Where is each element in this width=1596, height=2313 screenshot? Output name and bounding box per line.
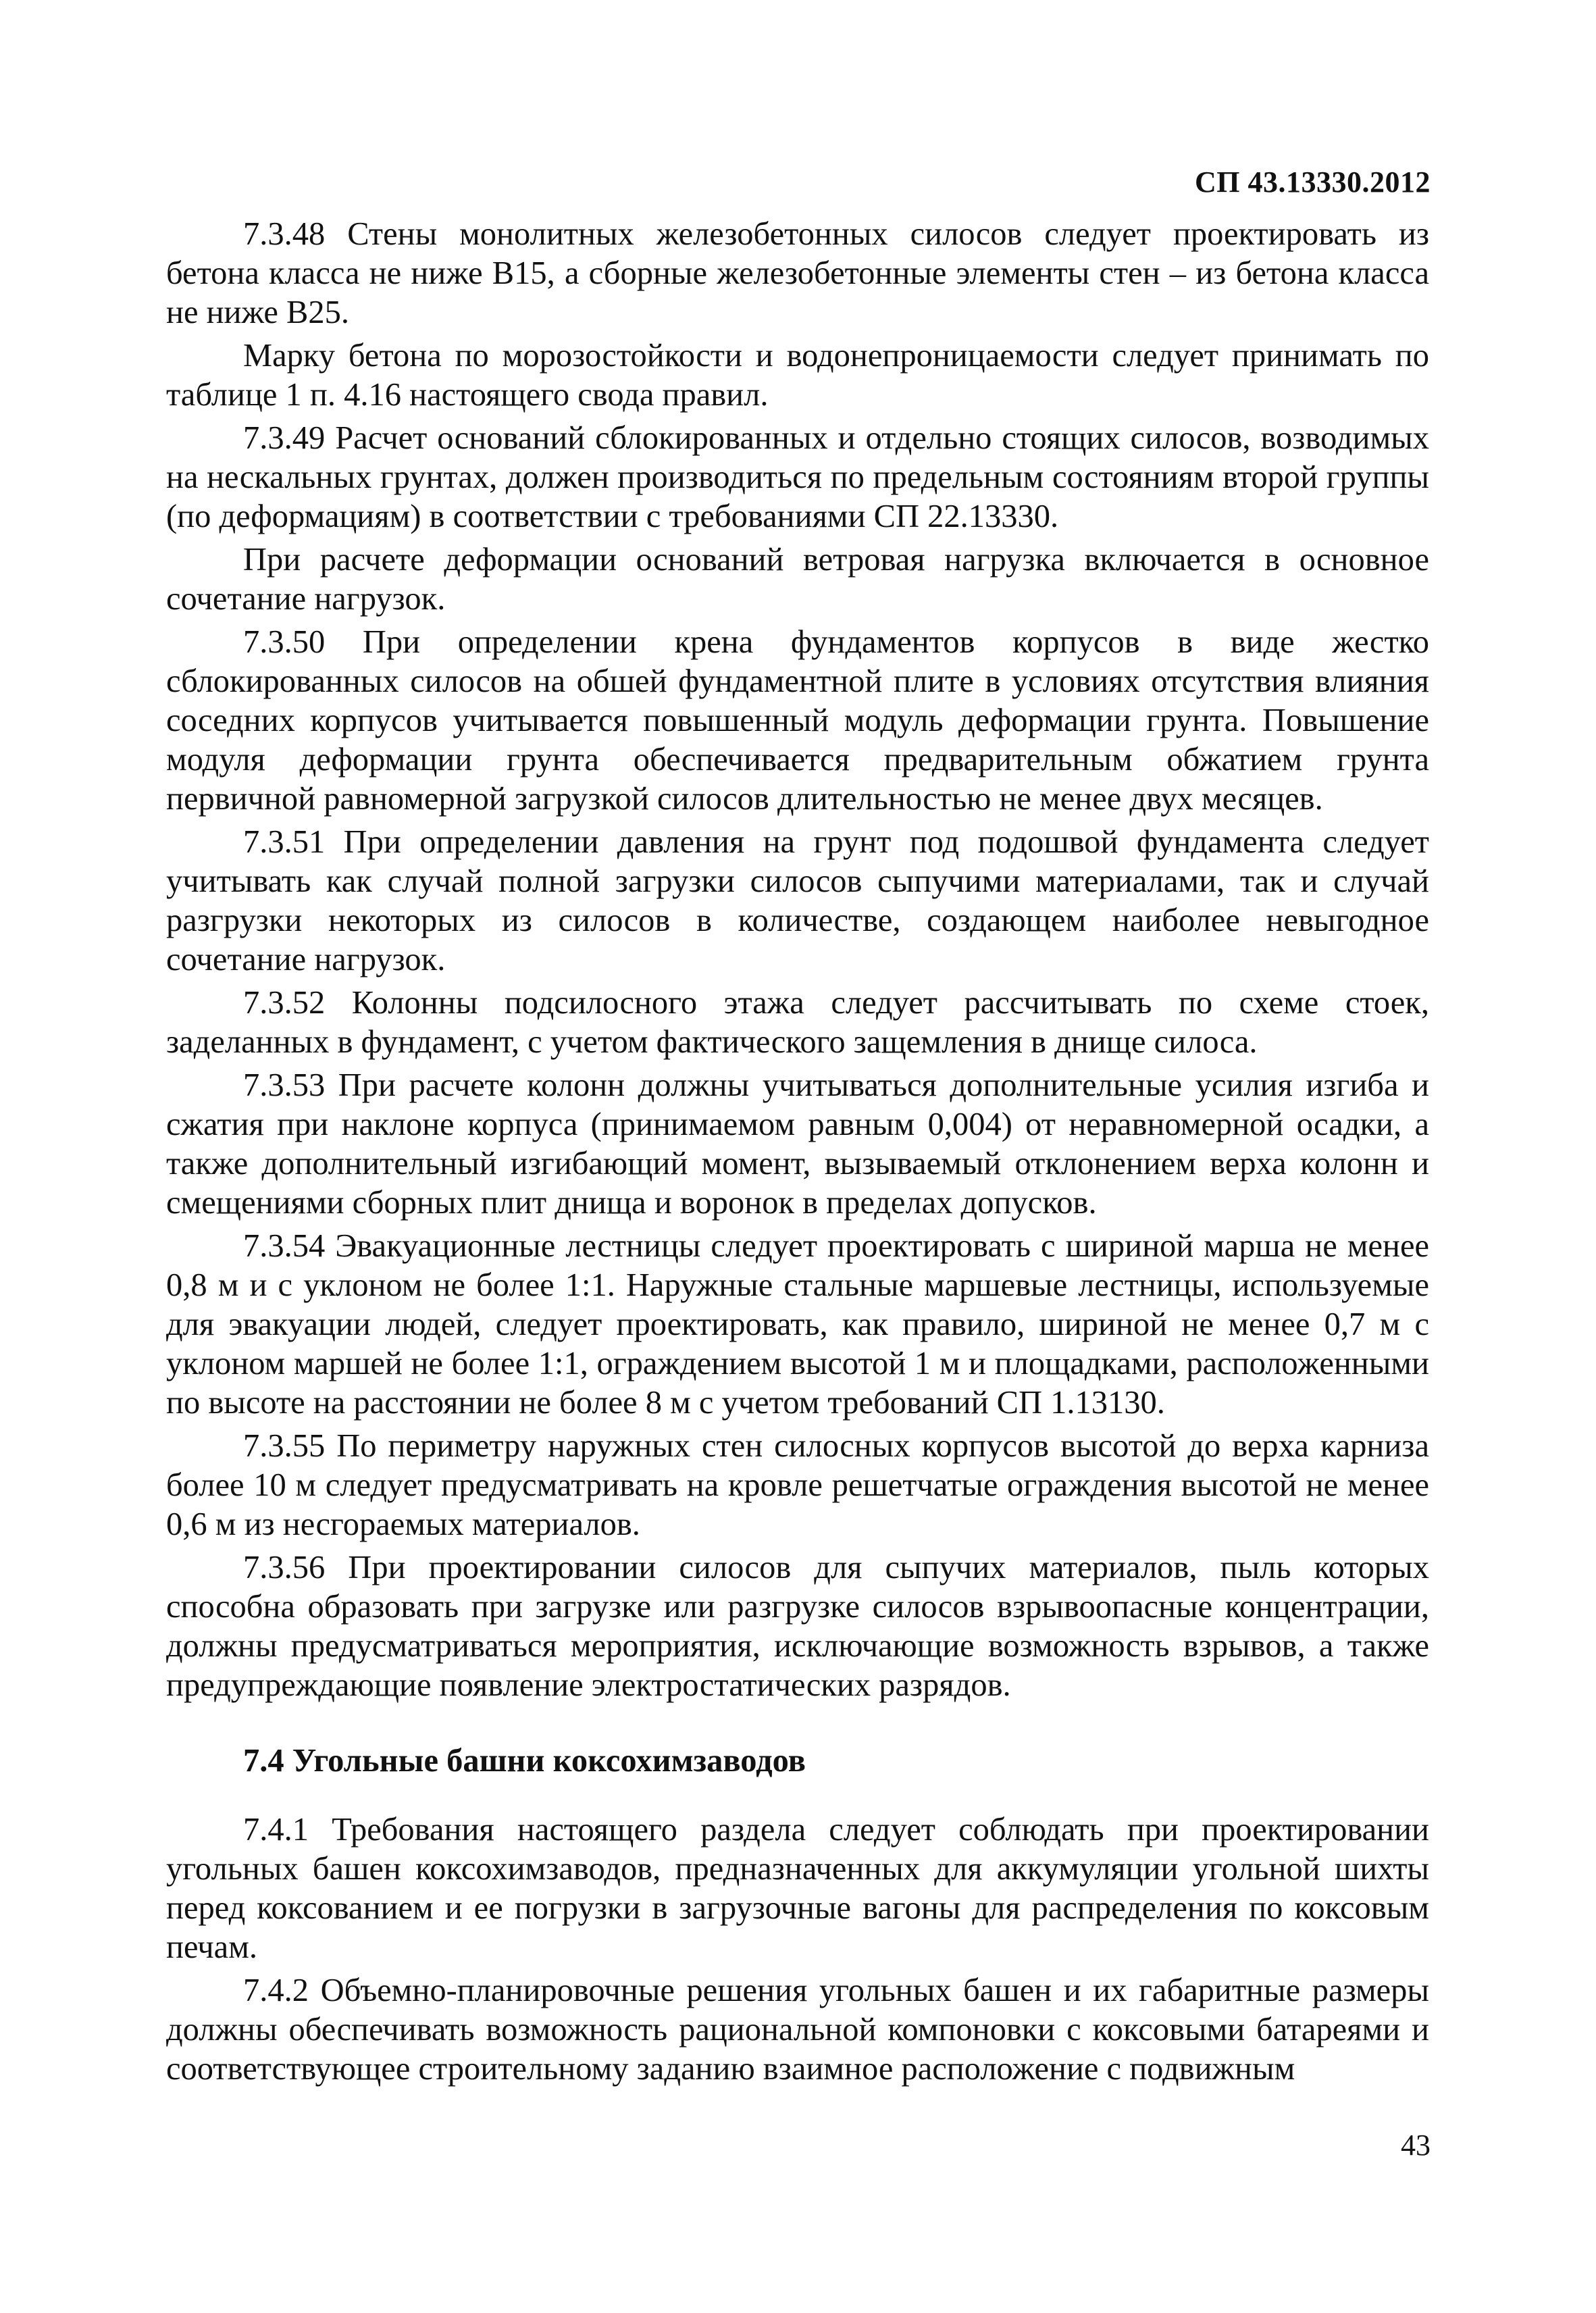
document-body: [166, 215, 1429, 2093]
paragraph-7-4-2: 7.4.2 Объемно-планировочные решения угольных башен и их габаритные размеры должны обеспечивать возможность рациональной компоновки с коксовыми батареями и соответствующее строительному заданию взаимное расположение с подвижным: [166, 1973, 1429, 2087]
paragraph-7-3-51: 7.3.51 При определении давления на грунт под подошвой фундамента следует учитывать как случай полной загрузки силосов сыпучими материалами, так и случай разгрузки некоторых из силосов в количестве, создающем наиболее невыгодное сочетание нагрузок.: [166, 824, 1429, 977]
paragraph-7-3-53: 7.3.53 При расчете колонн должны учитываться дополнительные усилия изгиба и сжатия при наклоне корпуса (принимаемом равным 0,004) от неравномерной осадки, а также дополнительный изгибающий момент, вызываемый отклонением верха колонн и смещениями сборных плит днища и воронок в пределах допусков.: [166, 1067, 1429, 1221]
paragraph-7-3-55: 7.3.55 По периметру наружных стен силосных корпусов высотой до верха карниза более 10 м следует предусматривать на кровле решетчатые ограждения высотой не менее 0,6 м из несгораемых материалов.: [166, 1428, 1429, 1542]
paragraph-7-3-49: 7.3.49 Расчет оснований сблокированных и отдельно стоящих силосов, возводимых на нескальных грунтах, должен производиться по предельным состояниям второй группы (по деформациям) в соответствии с требованиями СП 22.13330.: [166, 420, 1429, 534]
paragraph-concrete-grade: Марку бетона по морозостойкости и водонепроницаемости следует принимать по таблице 1 п. 4.16 настоящего свода правил.: [166, 338, 1429, 413]
section-heading-7-4: 7.4 Угольные башни коксохимзаводов: [243, 1743, 806, 1779]
paragraph-wind-load: При расчете деформации оснований ветровая нагрузка включается в основное сочетание нагрузок.: [166, 542, 1429, 617]
paragraph-7-3-54: 7.3.54 Эвакуационные лестницы следует проектировать с шириной марша не менее 0,8 м и с уклоном не более 1:1. Наружные стальные маршевые лестницы, используемые для эвакуации людей, следует проектировать, как правило, шириной не менее 0,7 м с уклоном маршей не более 1:1, ограждением высотой 1 м и площадками, расположенными по высоте на расстоянии не более 8 м с учетом требований СП 1.13130.: [166, 1228, 1429, 1421]
paragraph-7-3-50: 7.3.50 При определении крена фундаментов корпусов в виде жестко сблокированных силосов на обшей фундаментной плите в условиях отсутствия влияния соседних корпусов учитывается повышенный модуль деформации грунта. Повышение модуля деформации грунта обеспечивается предварительным обжатием грунта первичной равномерной загрузкой силосов длительностью не менее двух месяцев.: [166, 624, 1429, 817]
document-code-header: СП 43.13330.2012: [1195, 166, 1431, 199]
page-number: 43: [1401, 2129, 1431, 2162]
paragraph-7-3-48: 7.3.48 Стены монолитных железобетонных силосов следует проектировать из бетона класса не ниже В15, а сборные железобетонные элементы стен – из бетона класса не ниже В25.: [166, 216, 1429, 330]
paragraph-7-4-1: 7.4.1 Требования настоящего раздела следует соблюдать при проектировании угольных башен коксохимзаводов, предназначенных для аккумуляции угольной шихты перед коксованием и ее погрузки в загрузочные вагоны для распределения по коксовым печам.: [166, 1812, 1429, 1965]
paragraph-7-3-56: 7.3.56 При проектировании силосов для сыпучих материалов, пыль которых способна образовать при загрузке или разгрузке силосов взрывоопасные концентрации, должны предусматриваться мероприятия, исключающие возможность взрывов, а также предупреждающие появление электростатических разрядов.: [166, 1550, 1429, 1703]
paragraph-7-3-52: 7.3.52 Колонны подсилосного этажа следует рассчитывать по схеме стоек, заделанных в фундамент, с учетом фактического защемления в днище силоса.: [166, 985, 1429, 1060]
